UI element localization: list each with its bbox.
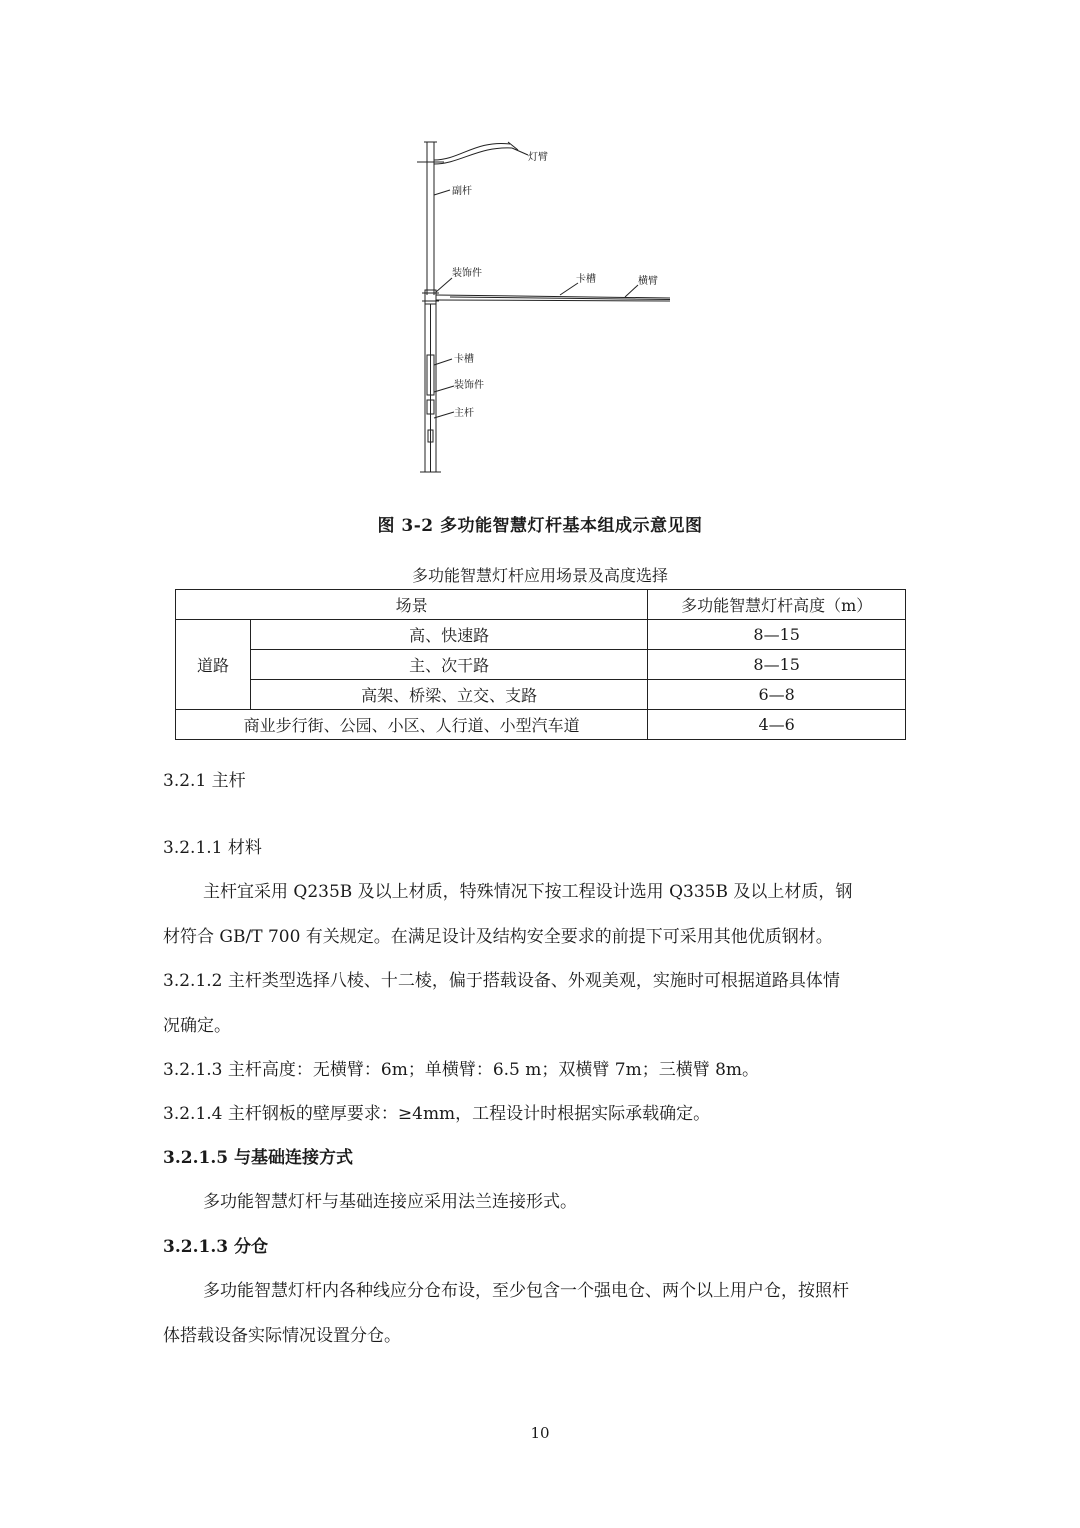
heading-3-2-1-5: 3.2.1.5 与基础连接方式 (163, 1148, 353, 1168)
table-header-row (176, 590, 906, 620)
scene-cell: 商业步行街、公园、小区、人行道、小型汽车道 (176, 710, 648, 740)
scene-cell: 主、次干路 (250, 650, 647, 680)
header-scene: 场景 (176, 590, 648, 620)
table-row (176, 680, 906, 710)
table-title: 多功能智慧灯杆应用场景及高度选择 (411, 566, 668, 585)
heading-3-2-1: 3.2.1 主杆 (163, 771, 246, 791)
paragraph-material-line1: 主杆宜采用 Q235B 及以上材质，特殊情况下按工程设计选用 Q335B 及以上材质，钢 (203, 882, 853, 902)
paragraph-compartment-line2: 体搭载设备实际情况设置分仓。 (163, 1326, 401, 1346)
label-lamp-arm: 灯臂 (528, 152, 548, 163)
figure-caption: 图 3-2 多功能智慧灯杆基本组成示意见图 (377, 516, 703, 536)
header-height: 多功能智慧灯杆高度（m） (648, 590, 906, 620)
paragraph-flange: 多功能智慧灯杆与基础连接应采用法兰连接形式。 (203, 1192, 577, 1212)
table-row (176, 620, 906, 650)
label-decor-top: 装饰件 (452, 268, 482, 279)
smart-pole-diagram (400, 130, 690, 480)
paragraph-material-line2: 材符合 GB/T 700 有关规定。在满足设计及结构安全要求的前提下可采用其他优质钢材。 (163, 927, 833, 947)
table-row (176, 710, 906, 740)
label-slot-top: 卡槽 (576, 274, 596, 285)
scene-cell: 高、快速路 (250, 620, 647, 650)
paragraph-3-2-1-4: 3.2.1.4 主杆钢板的壁厚要求：≥4mm，工程设计时根据实际承载确定。 (163, 1104, 711, 1124)
heading-compartment: 3.2.1.3 分仓 (163, 1237, 268, 1257)
page-number: 10 (530, 1424, 550, 1442)
group-road: 道路 (176, 620, 251, 710)
table-row (176, 650, 906, 680)
label-slot-bottom: 卡槽 (454, 354, 474, 365)
label-cross-arm: 横臂 (638, 276, 658, 287)
paragraph-3-2-1-2-line2: 况确定。 (163, 1016, 231, 1036)
label-main-pole: 主杆 (454, 408, 474, 419)
scene-cell: 高架、桥梁、立交、支路 (250, 680, 647, 710)
paragraph-3-2-1-2-line1: 3.2.1.2 主杆类型选择八棱、十二棱，偏于搭载设备、外观美观，实施时可根据道路具体情 (163, 971, 840, 991)
scene-height-table (175, 589, 906, 740)
label-secondary-pole: 副杆 (452, 186, 472, 197)
label-decor-bottom: 装饰件 (454, 380, 484, 391)
height-cell: 8—15 (648, 620, 906, 650)
height-cell: 8—15 (648, 650, 906, 680)
height-cell: 6—8 (648, 680, 906, 710)
height-cell: 4—6 (648, 710, 906, 740)
heading-3-2-1-1: 3.2.1.1 材料 (163, 838, 262, 858)
paragraph-compartment-line1: 多功能智慧灯杆内各种线应分仓布设，至少包含一个强电仓、两个以上用户仓，按照杆 (203, 1281, 849, 1301)
paragraph-3-2-1-3: 3.2.1.3 主杆高度：无横臂：6m；单横臂：6.5 m；双横臂 7m；三横臂 8m。 (163, 1060, 760, 1080)
